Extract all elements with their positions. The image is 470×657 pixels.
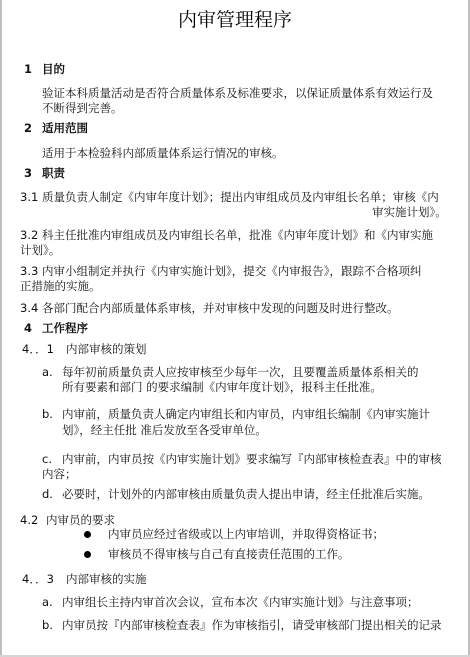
page-frame-left xyxy=(0,0,2,657)
clause-3-3-line-2: 正措施的实施。 xyxy=(20,279,101,293)
bullet-item-2: 审核员不得审核与自己有直接责任范围的工作。 xyxy=(108,547,350,561)
section-3-heading: 职责 xyxy=(42,166,65,180)
item-b-line-2: 划》，经主任批 准后发放至各受审单位。 xyxy=(62,423,267,437)
clause-3-1-line-1: 质量负责人制定《内审年度计划》；提出内审组成员及内审组长名单；审核《内 xyxy=(42,190,439,204)
clause-4-3-number: 4．．3 xyxy=(22,572,54,586)
section-3-number: 3 xyxy=(24,166,33,180)
item-d-marker: d. xyxy=(42,487,53,501)
clause-3-2-line-1: 科主任批准内审组成员及内审组长名单，批准《内审年度计划》和《内审实施 xyxy=(42,228,433,242)
clause-4-3-heading: 内部审核的实施 xyxy=(66,572,147,586)
clause-3-4-line-1: 各部门配合内部质量体系审核，并对审核中发现的问题及时进行整改。 xyxy=(42,301,399,315)
clause-3-2-line-2: 计划》。 xyxy=(20,243,61,257)
section-2-heading: 适用范围 xyxy=(42,121,88,135)
item-d-line-1: 必要时，计划外的内部审核由质量负责人提出申请，经主任批准后实施。 xyxy=(62,487,430,501)
section-1-number: 1 xyxy=(24,62,33,76)
item-b-line-1: 内审前，质量负责人确定内审组长和内审员，内审组长编制《内审实施计 xyxy=(62,407,430,421)
item-c-marker: c. xyxy=(42,452,52,466)
section-2-text-line-1: 适用于本检验科内部质量体系运行情况的审核。 xyxy=(42,146,284,160)
section-4-heading: 工作程序 xyxy=(42,321,88,335)
clause-3-4-number: 3.4 xyxy=(20,301,39,315)
document-title: 内审管理程序 xyxy=(177,9,292,31)
bullet-icon xyxy=(84,531,91,538)
clause-4-1-heading: 内部审核的策划 xyxy=(66,342,147,356)
section-1-text-line-1: 验证本科质量活动是否符合质量体系及标准要求，以保证质量体系有效运行及 xyxy=(42,86,433,100)
section-1-heading: 目的 xyxy=(42,62,65,76)
item-e-marker: a. xyxy=(42,595,53,609)
item-a-line-1: 每年初前质量负责人应按审核至少每年一次，且要覆盖质量体系相关的 xyxy=(62,365,419,379)
clause-4-2-heading: 内审员的要求 xyxy=(46,513,115,527)
clause-4-1-number: 4．．1 xyxy=(22,342,54,356)
section-2-number: 2 xyxy=(24,121,33,135)
item-c-line-1: 内审前，内审员按《内审实施计划》要求编写『内部审核检查表』中的审核 xyxy=(62,452,442,466)
section-4-number: 4 xyxy=(24,321,33,335)
item-a-line-2: 所有要素和部门 的要求编制《内审年度计划》，报科主任批准。 xyxy=(62,380,382,394)
item-f-line-1: 内审员按『内部审核检查表』作为审核指引，请受审核部门提出相关的记录 xyxy=(62,618,442,632)
section-1-text-line-2: 不断得到完善。 xyxy=(42,101,123,115)
clause-3-1-line-2: 审实施计划》。 xyxy=(372,205,447,219)
clause-3-2-number: 3.2 xyxy=(20,228,39,242)
item-c-line-2: 内容； xyxy=(42,467,77,481)
item-e-line-1: 内审组长主持内审首次会议，宣布本次《内审实施计划》与注意事项； xyxy=(62,595,419,609)
item-b-marker: b. xyxy=(42,407,53,421)
item-f-marker: b. xyxy=(42,618,53,632)
clause-3-3-line-1: 内审小组制定并执行《内审实施计划》，提交《内审报告》，跟踪不合格项纠 xyxy=(42,264,422,278)
clause-3-1-number: 3.1 xyxy=(20,190,39,204)
clause-4-2-number: 4.2 xyxy=(20,513,39,527)
bullet-item-1: 内审员应经过省级或以上内审培训，并取得资格证书； xyxy=(108,527,384,541)
item-a-marker: a. xyxy=(42,365,53,379)
clause-3-3-number: 3.3 xyxy=(20,264,39,278)
bullet-icon xyxy=(84,551,91,558)
